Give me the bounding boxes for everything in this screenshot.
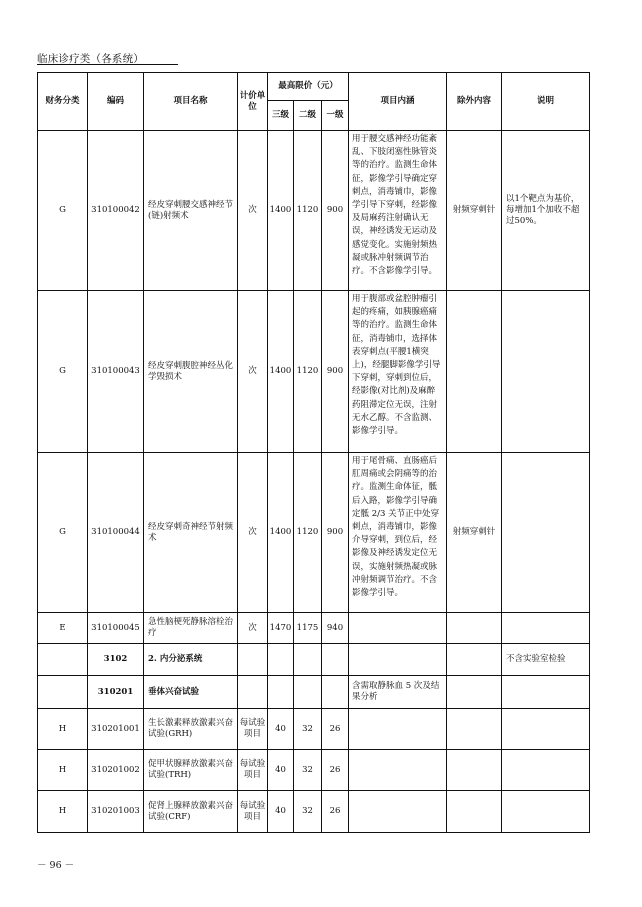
cell-price-level1: 900	[322, 131, 349, 291]
cell-code: 310100045	[88, 613, 144, 644]
cell-notes	[502, 453, 590, 613]
cell-price-level3	[268, 676, 294, 709]
header-max-price: 最高限价（元）	[268, 73, 349, 101]
cell-content	[349, 750, 447, 791]
cell-category: G	[38, 453, 88, 613]
cell-notes	[502, 676, 590, 709]
cell-code: 3102	[88, 644, 144, 676]
cell-price-level3: 40	[268, 750, 294, 791]
cell-price-level3: 1400	[268, 291, 294, 453]
cell-price-level1: 900	[322, 291, 349, 453]
cell-notes	[502, 750, 590, 791]
page-header: 临床诊疗类（各系统）	[37, 53, 144, 65]
cell-content	[349, 791, 447, 833]
cell-price-level2	[294, 644, 322, 676]
cell-name: 急性脑梗死静脉溶栓治疗	[144, 613, 238, 644]
cell-code: 310201	[88, 676, 144, 709]
header-level3: 三级	[268, 101, 294, 131]
cell-exclusion	[447, 644, 502, 676]
cell-code: 310201003	[88, 791, 144, 833]
cell-notes	[502, 709, 590, 750]
cell-name: 生长激素释放激素兴奋试验(GRH)	[144, 709, 238, 750]
cell-code: 310201002	[88, 750, 144, 791]
table-row	[38, 131, 590, 291]
cell-notes: 不含实验室检验	[502, 644, 590, 676]
cell-price-level3: 1400	[268, 131, 294, 291]
cell-exclusion	[447, 709, 502, 750]
cell-unit: 每试验项目	[238, 791, 268, 833]
cell-content: 用于尾骨痛、直肠癌后肛周痛或会阴痛等的治疗。监测生命体征，骶后入路，影像学引导确定骶 2/3 关节正中处穿刺点，消毒铺巾，影像介导穿刺，到位后，经影像及神经诱发定位无误，实施射频热凝或脉冲射频调节治疗。不含影像学引导。	[349, 453, 447, 613]
cell-name: 垂体兴奋试验	[144, 676, 238, 709]
cell-unit	[238, 644, 268, 676]
cell-notes: 以1个靶点为基价，每增加1个加收不超过50%。	[502, 131, 590, 291]
header-unit: 计价单位	[238, 73, 268, 131]
cell-exclusion	[447, 750, 502, 791]
cell-exclusion	[447, 291, 502, 453]
cell-content: 含需取静脉血 5 次及结果分析	[349, 676, 447, 709]
cell-name: 经皮穿刺奇神经节射频术	[144, 453, 238, 613]
cell-price-level3: 1470	[268, 613, 294, 644]
cell-name: 促肾上腺释放激素兴奋试验(CRF)	[144, 791, 238, 833]
cell-category	[38, 644, 88, 676]
cell-exclusion: 射频穿刺针	[447, 453, 502, 613]
cell-price-level2	[294, 676, 322, 709]
cell-exclusion	[447, 676, 502, 709]
table-row	[38, 791, 590, 833]
header-category: 财务分类	[38, 73, 88, 131]
cell-category: E	[38, 613, 88, 644]
header-underline	[37, 64, 178, 65]
cell-unit: 次	[238, 131, 268, 291]
cell-price-level1: 900	[322, 453, 349, 613]
cell-unit: 次	[238, 613, 268, 644]
cell-notes	[502, 291, 590, 453]
cell-price-level2: 32	[294, 709, 322, 750]
cell-price-level1	[322, 644, 349, 676]
cell-content: 用于腰交感神经功能紊乱、下肢闭塞性脉管炎等的治疗。监测生命体征，影像学引导确定穿刺点，消毒铺巾，影像学引导下穿刺，经影像及局麻药注射确认无误，神经诱发无运动及感觉变化。实施射频热凝或脉冲射频调节治疗。不含影像学引导。	[349, 131, 447, 291]
header-name: 项目名称	[144, 73, 238, 131]
table-row	[38, 750, 590, 791]
cell-content: 用于腹部或盆腔肿瘤引起的疼痛，如胰腺癌痛等的治疗。监测生命体征，消毒铺巾，选择体表穿刺点(平腰1横突上)，经腿脚影像学引导下穿刺，穿刺到位后，经影像(对比剂)及麻醉药阻滞定位无误，注射无水乙醇。不含监测、影像学引导。	[349, 291, 447, 453]
cell-price-level3: 1400	[268, 453, 294, 613]
table-row	[38, 291, 590, 453]
cell-price-level3: 40	[268, 709, 294, 750]
cell-price-level2: 1120	[294, 453, 322, 613]
cell-code: 310100043	[88, 291, 144, 453]
cell-name: 经皮穿刺腹腔神经丛化学毁损术	[144, 291, 238, 453]
cell-name: 2. 内分泌系统	[144, 644, 238, 676]
cell-notes	[502, 791, 590, 833]
cell-unit: 次	[238, 453, 268, 613]
cell-exclusion	[447, 791, 502, 833]
cell-price-level1: 26	[322, 791, 349, 833]
cell-category: H	[38, 709, 88, 750]
cell-price-level1: 940	[322, 613, 349, 644]
cell-exclusion	[447, 613, 502, 644]
cell-price-level3: 40	[268, 791, 294, 833]
page-number: － 96 －	[37, 860, 75, 871]
cell-category: H	[38, 791, 88, 833]
cell-unit: 次	[238, 291, 268, 453]
cell-price-level3	[268, 644, 294, 676]
cell-price-level1: 26	[322, 709, 349, 750]
cell-price-level2: 1175	[294, 613, 322, 644]
cell-notes	[502, 613, 590, 644]
cell-category: H	[38, 750, 88, 791]
header-level1: 一级	[322, 101, 349, 131]
cell-code: 310100044	[88, 453, 144, 613]
cell-price-level1: 26	[322, 750, 349, 791]
cell-unit: 每试验项目	[238, 709, 268, 750]
header-notes: 说明	[502, 73, 590, 131]
header-content: 项目内涵	[349, 73, 447, 131]
cell-unit	[238, 676, 268, 709]
cell-price-level2: 1120	[294, 131, 322, 291]
cell-exclusion: 射频穿刺针	[447, 131, 502, 291]
cell-name: 促甲状腺释放激素兴奋试验(TRH)	[144, 750, 238, 791]
cell-price-level2: 32	[294, 750, 322, 791]
price-table	[37, 72, 590, 833]
table-row	[38, 709, 590, 750]
cell-content	[349, 709, 447, 750]
cell-category: G	[38, 291, 88, 453]
cell-category: G	[38, 131, 88, 291]
header-code: 编码	[88, 73, 144, 131]
cell-code: 310201001	[88, 709, 144, 750]
cell-name: 经皮穿刺腰交感神经节(链)射频术	[144, 131, 238, 291]
header-exclusion: 除外内容	[447, 73, 502, 131]
cell-price-level2: 1120	[294, 291, 322, 453]
table-row	[38, 613, 590, 644]
cell-category	[38, 676, 88, 709]
cell-content	[349, 644, 447, 676]
section-row	[38, 676, 590, 709]
table-row	[38, 453, 590, 613]
header-level2: 二级	[294, 101, 322, 131]
cell-unit: 每试验项目	[238, 750, 268, 791]
cell-price-level1	[322, 676, 349, 709]
section-row	[38, 644, 590, 676]
cell-code: 310100042	[88, 131, 144, 291]
cell-price-level2: 32	[294, 791, 322, 833]
cell-content	[349, 613, 447, 644]
